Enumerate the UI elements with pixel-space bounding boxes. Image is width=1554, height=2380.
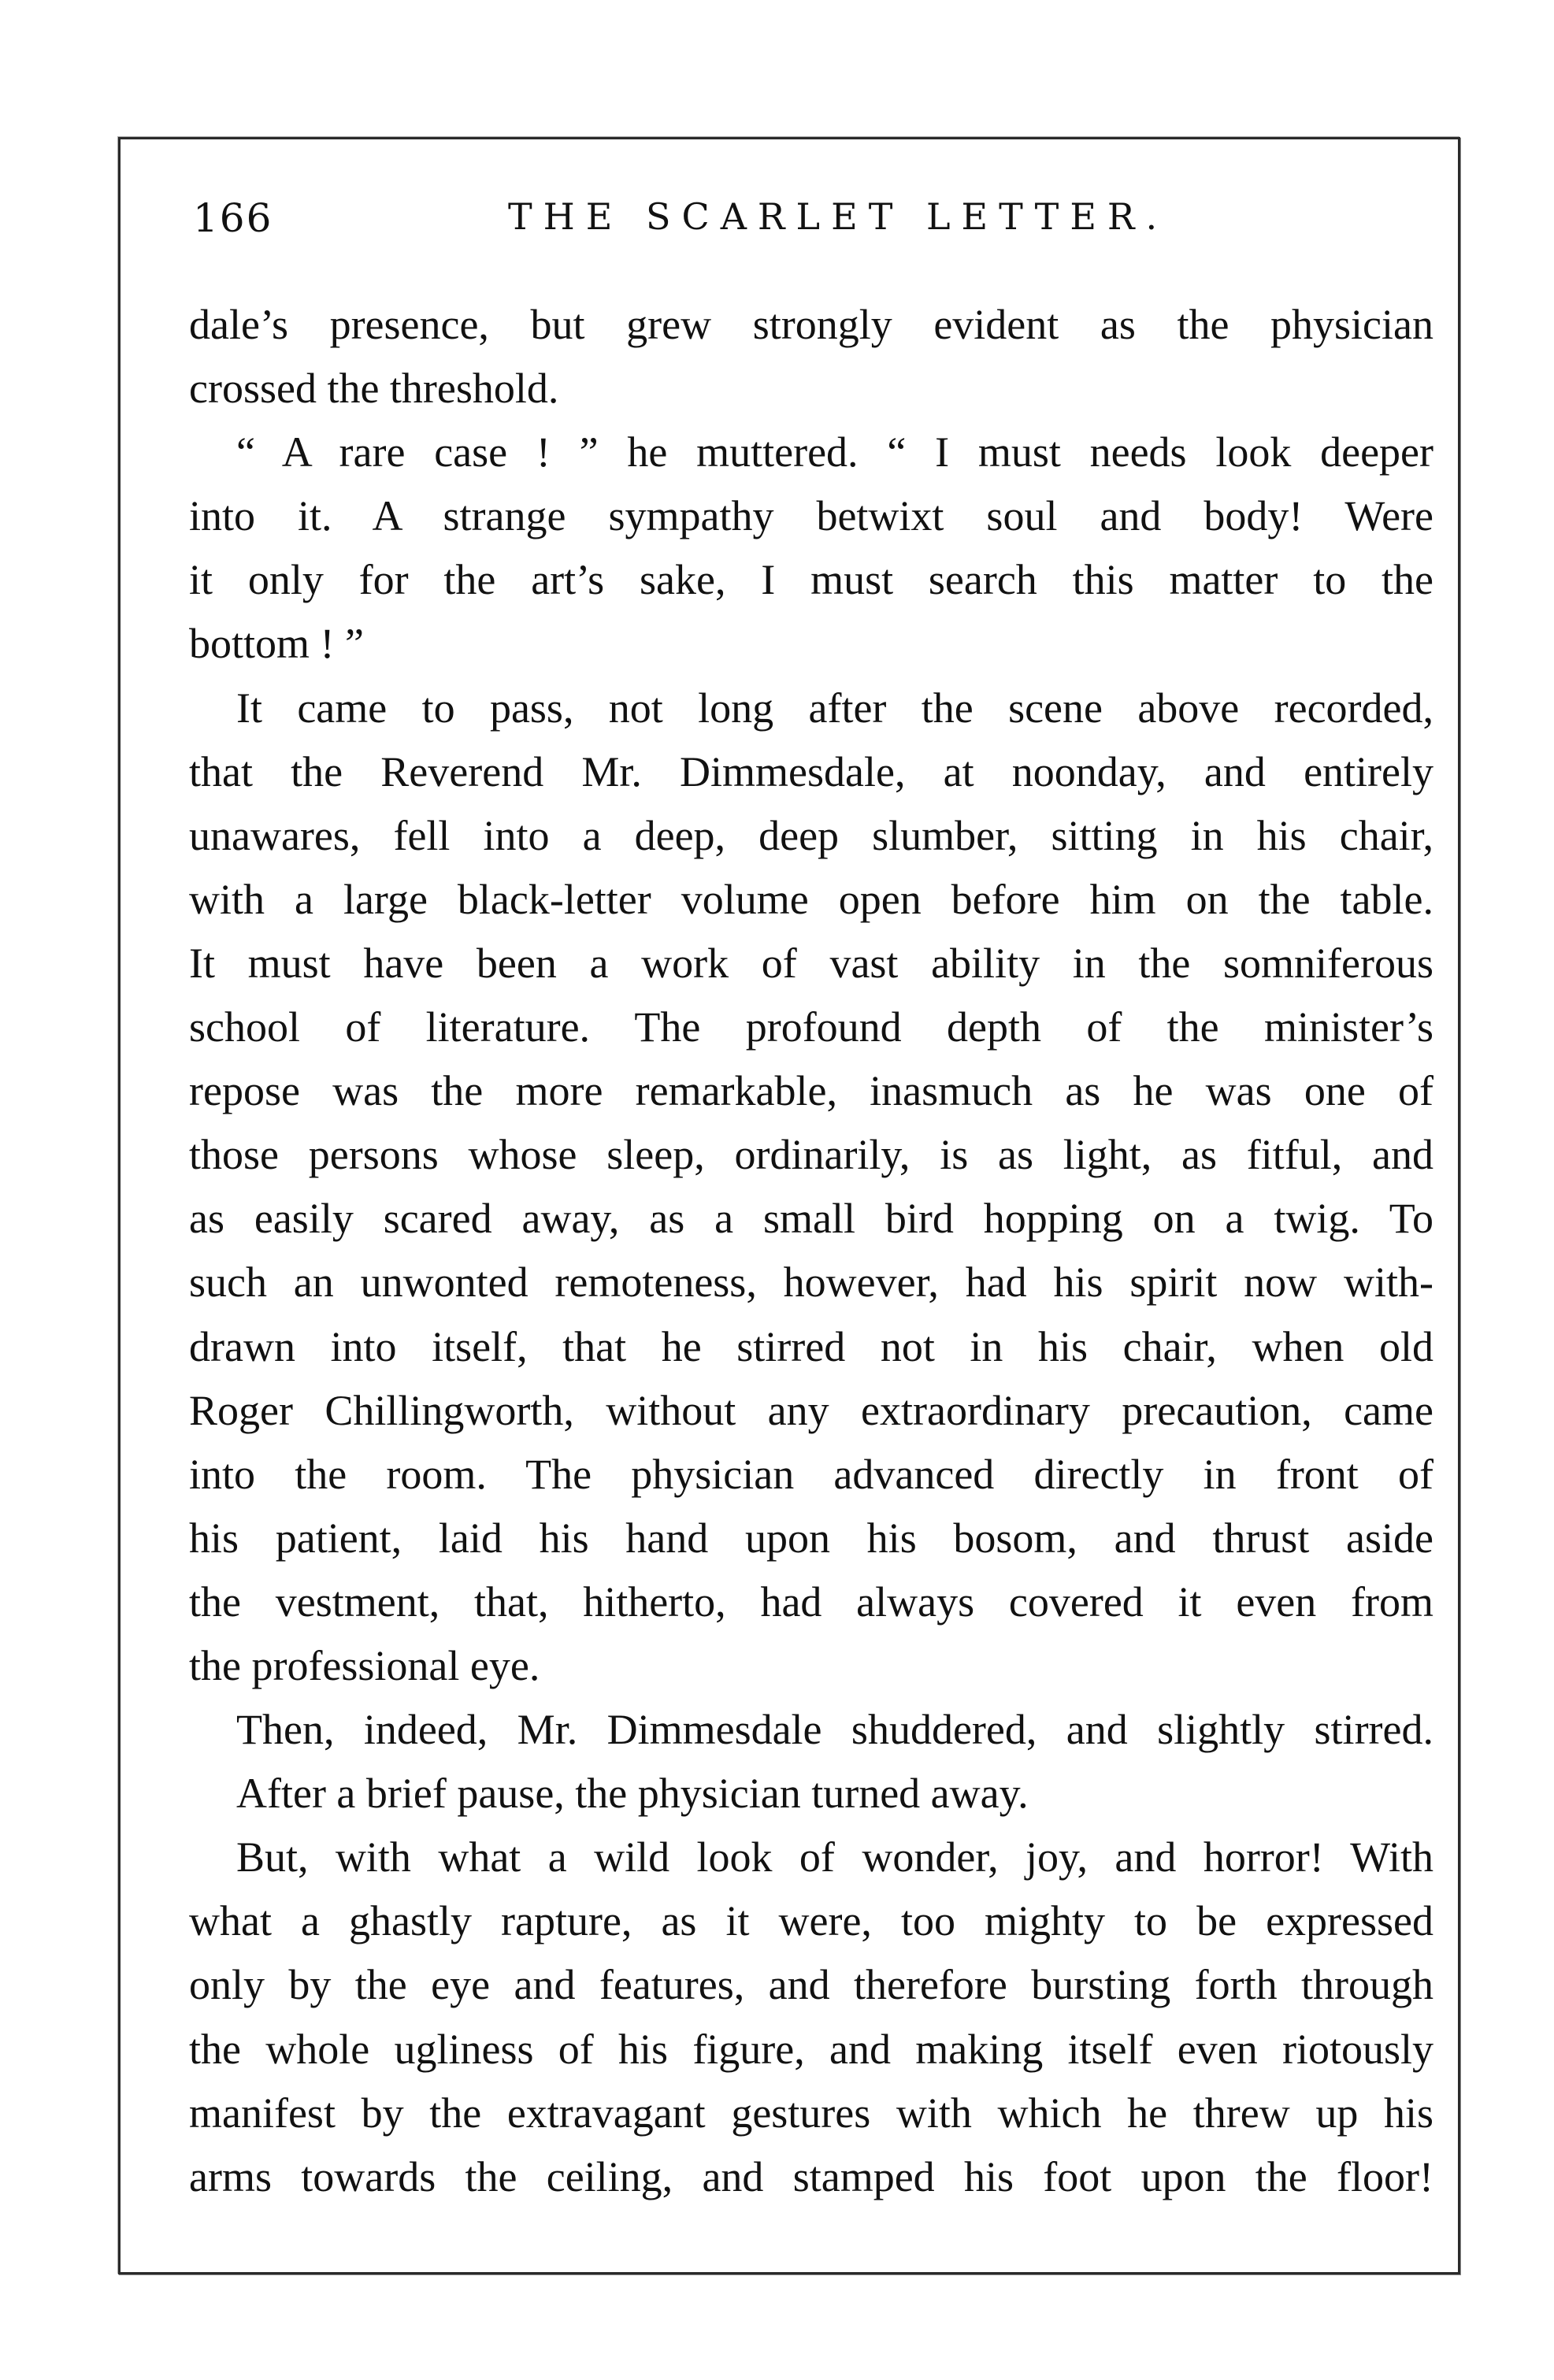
paragraph (189, 677, 1433, 1699)
text-line: Then, indeed, Mr. Dimmesdale shuddered, and slightly stirred. (236, 1706, 1433, 1754)
text-line: drawn into itself, that he stirred not in his chair, when old (189, 1322, 1433, 1370)
text-line: dale’s presence, but grew strongly evident as the physician (189, 301, 1433, 348)
text-line: such an unwonted remoteness, however, had his spirit now with- (189, 1259, 1433, 1307)
paragraph (189, 293, 1433, 421)
text-line: arms towards the ceiling, and stamped his foot upon the floor! (189, 2152, 1433, 2200)
text-line: “ A rare case ! ” he muttered. “ I must needs look deeper (236, 428, 1433, 476)
paragraph (189, 1698, 1433, 1826)
text-line: his patient, laid his hand upon his bosom, and thrust aside (189, 1514, 1433, 1562)
text-line: crossed the threshold. (189, 365, 559, 413)
text-line: into it. A strange sympathy betwixt soul and body! Were (189, 492, 1433, 540)
text-line: Roger Chillingworth, without any extraordinary precaution, came (189, 1386, 1433, 1434)
text-line: It came to pass, not long after the scene above recorded, (236, 684, 1433, 732)
paragraph (189, 421, 1433, 676)
text-line: into the room. The physician advanced directly in front of (189, 1450, 1433, 1498)
text-line: it only for the art’s sake, I must search this matter to the (189, 556, 1433, 604)
page-header (193, 195, 1422, 258)
text-line: bottom ! ” (189, 620, 364, 668)
text-line: But, with what a wild look of wonder, joy, and horror! With (236, 1833, 1433, 1881)
text-line: with a large black-letter volume open before him on the table. (189, 875, 1433, 923)
body-text (189, 293, 1433, 2209)
text-line: repose was the more remarkable, inasmuch as he was one of (189, 1067, 1433, 1115)
text-line: only by the eye and features, and therefore bursting forth through (189, 1961, 1433, 2009)
text-line: that the Reverend Mr. Dimmesdale, at noonday, and entirely (189, 747, 1433, 795)
running-title: THE SCARLET LETTER. (508, 195, 1169, 238)
text-line: manifest by the extravagant gestures with which he threw up his (189, 2089, 1433, 2137)
text-line: those persons whose sleep, ordinarily, is as light, as fitful, and (189, 1131, 1433, 1179)
text-line: what a ghastly rapture, as it were, too mighty to be expressed (189, 1897, 1433, 1945)
text-line: It must have been a work of vast ability in the somniferous (189, 939, 1433, 987)
text-line: school of literature. The profound depth of the minister’s (189, 1003, 1433, 1051)
page-number: 166 (193, 195, 273, 241)
paragraph (189, 1826, 1433, 2209)
text-line: After a brief pause, the physician turned away. (236, 1770, 1029, 1818)
text-line: the vestment, that, hitherto, had always covered it even from (189, 1577, 1433, 1626)
text-line: as easily scared away, as a small bird hopping on a twig. To (189, 1195, 1433, 1243)
text-line: the professional eye. (189, 1641, 540, 1689)
text-line: unawares, fell into a deep, deep slumber, sitting in his chair, (189, 811, 1433, 859)
text-line: the whole ugliness of his figure, and making itself even riotously (189, 2025, 1433, 2073)
